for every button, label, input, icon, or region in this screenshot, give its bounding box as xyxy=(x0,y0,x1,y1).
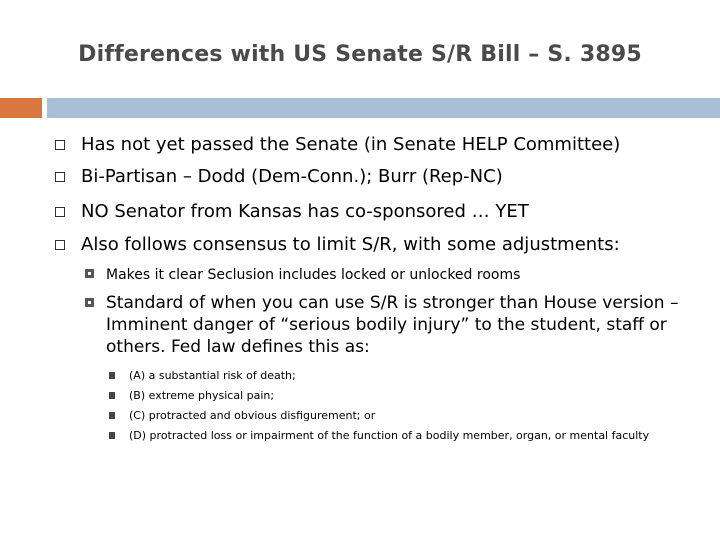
bullet-item xyxy=(55,165,503,189)
square-bullet-icon xyxy=(85,298,94,307)
definition-text: (D) protracted loss or impairment of the function of a bodily member, organ, or mental faculty xyxy=(129,429,650,442)
definition-item xyxy=(109,368,296,383)
bullet-icon xyxy=(109,432,115,439)
definition-text: (A) a substantial risk of death; xyxy=(129,369,296,382)
bullet-text: Also follows consensus to limit S/R, with some adjustments: xyxy=(81,234,620,255)
bullet-text: Has not yet passed the Senate (in Senate HELP Committee) xyxy=(81,134,621,155)
checkbox-bullet-icon xyxy=(55,240,65,250)
definition-item xyxy=(109,388,274,403)
sub-bullet-text: Standard of when you can use S/R is stronger than House version – Imminent danger of “serious bodily injury” to the student, staff or others. Fed law defines this as: xyxy=(106,293,679,357)
sub-bullet-item xyxy=(85,265,520,285)
square-bullet-icon xyxy=(85,269,94,278)
bullet-item xyxy=(55,133,620,157)
bullet-text: NO Senator from Kansas has co-sponsored … YET xyxy=(81,201,529,222)
sub-bullet-item xyxy=(85,292,686,358)
checkbox-bullet-icon xyxy=(55,172,65,182)
bullet-icon xyxy=(109,392,115,399)
definition-item xyxy=(109,428,649,443)
checkbox-bullet-icon xyxy=(55,140,65,150)
bullet-icon xyxy=(109,412,115,419)
sub-bullet-text: Makes it clear Seclusion includes locked or unlocked rooms xyxy=(106,267,521,283)
definition-text: (B) extreme physical pain; xyxy=(129,389,275,402)
definition-item xyxy=(109,408,375,423)
bullet-item xyxy=(55,200,529,224)
checkbox-bullet-icon xyxy=(55,207,65,217)
bullet-icon xyxy=(109,372,115,379)
bullet-text: Bi-Partisan – Dodd (Dem-Conn.); Burr (Rep-NC) xyxy=(81,166,503,187)
bullet-item xyxy=(55,233,620,257)
definition-text: (C) protracted and obvious disfigurement; or xyxy=(129,409,376,422)
slide-title: Differences with US Senate S/R Bill – S. 3895 xyxy=(78,42,642,67)
